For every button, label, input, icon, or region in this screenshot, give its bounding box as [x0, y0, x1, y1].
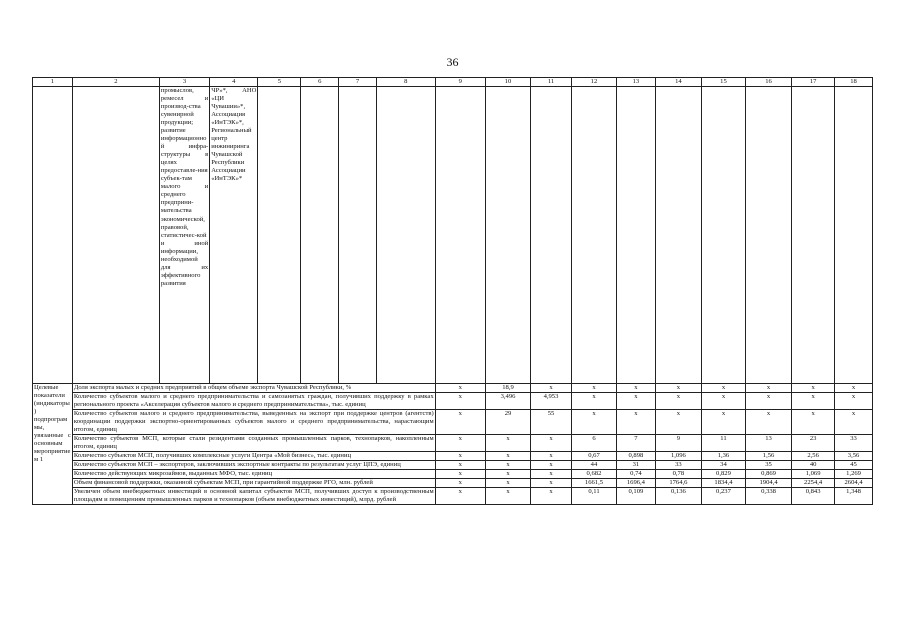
indicator-value: 9	[655, 435, 701, 452]
indicator-row	[33, 384, 873, 393]
indicator-value: 3,496	[485, 393, 530, 410]
indicator-value: x	[701, 384, 745, 393]
indicator-row	[33, 410, 873, 435]
column-header-7: 7	[339, 78, 377, 87]
indicator-row	[33, 479, 873, 488]
indicator-name: Количество субъектов МСП – экспортеров, заключивших экспортные контракты по результатам услуг ЦПЭ, единиц	[72, 461, 435, 470]
indicator-value: x	[792, 393, 835, 410]
page-number: 36	[446, 55, 459, 69]
indicator-value: x	[435, 452, 485, 461]
indicator-value: 1696,4	[617, 479, 656, 488]
indicator-value: x	[835, 393, 873, 410]
column-header-4: 4	[210, 78, 258, 87]
indicator-value: x	[792, 410, 835, 435]
column-header-6: 6	[301, 78, 339, 87]
indicator-value: x	[435, 461, 485, 470]
indicator-value: 4,953	[531, 393, 572, 410]
indicator-row	[33, 393, 873, 410]
indicator-value: x	[531, 452, 572, 461]
indicator-value: x	[655, 410, 701, 435]
indicator-value: 23	[792, 435, 835, 452]
indicator-value: x	[835, 384, 873, 393]
column-header-18: 18	[835, 78, 873, 87]
indicator-value: 1,348	[835, 488, 873, 505]
indicator-value: x	[531, 461, 572, 470]
indicator-name: Количество субъектов МСП, которые стали резидентами созданных промышленных парков, технопарков, накопленным итогом, единиц	[73, 435, 434, 451]
indicator-value: x	[435, 488, 485, 505]
indicator-name: Количество субъектов МСП, получивших комплексные услуги Центра «Мой бизнес», тыс. единиц	[72, 452, 435, 461]
indicator-row	[33, 488, 873, 505]
indicator-value: 2254,4	[792, 479, 835, 488]
indicator-value: x	[571, 384, 616, 393]
indicator-value: x	[435, 410, 485, 435]
column-header-17: 17	[792, 78, 835, 87]
indicator-value: x	[485, 435, 530, 452]
indicator-value: x	[617, 384, 656, 393]
indicator-value: x	[531, 435, 572, 452]
indicator-value: 11	[701, 435, 745, 452]
indicator-value: 0,898	[617, 452, 656, 461]
indicator-value: 0,109	[617, 488, 656, 505]
column-header-13: 13	[617, 78, 656, 87]
indicator-value: 18,9	[485, 384, 530, 393]
indicator-value: x	[617, 410, 656, 435]
indicator-value: 31	[617, 461, 656, 470]
column-header-row	[33, 78, 873, 87]
indicator-value: 55	[531, 410, 572, 435]
indicator-value: x	[571, 393, 616, 410]
indicator-value: x	[485, 470, 530, 479]
indicator-value: 0,682	[571, 470, 616, 479]
indicator-value: x	[531, 470, 572, 479]
column-header-15: 15	[701, 78, 745, 87]
indicator-value: x	[435, 479, 485, 488]
indicator-value: 29	[485, 410, 530, 435]
indicator-value: 44	[571, 461, 616, 470]
indicator-value: x	[435, 435, 485, 452]
indicator-value: x	[485, 461, 530, 470]
column-header-10: 10	[485, 78, 530, 87]
indicator-value: 0,338	[745, 488, 791, 505]
column-header-14: 14	[655, 78, 701, 87]
executors-cell: ЧР»*, АНО «ЦИ Чувашии»*, Ассоциация «ИнТЭК»*, Региональный центр инжиниринга Чувашской Республики Ассоциации «ИнТЭК»*	[210, 87, 258, 384]
indicator-value: x	[485, 479, 530, 488]
target-indicators-label: Целевые показатели (индикаторы) подпрограммы, увязанные с основным мероприятием 1	[33, 384, 73, 505]
indicator-row	[33, 470, 873, 479]
column-header-2: 2	[72, 78, 159, 87]
indicator-value: x	[435, 393, 485, 410]
indicator-value: 0,869	[745, 470, 791, 479]
indicator-row	[33, 452, 873, 461]
indicator-value: x	[531, 384, 572, 393]
indicator-value: 33	[835, 435, 873, 452]
indicator-value: 35	[745, 461, 791, 470]
column-header-16: 16	[745, 78, 791, 87]
indicator-value: 6	[571, 435, 616, 452]
indicator-value: 1661,5	[571, 479, 616, 488]
indicator-value: 0,829	[701, 470, 745, 479]
indicator-value: 0,67	[571, 452, 616, 461]
indicator-name: Объем финансовой поддержки, оказанной субъектам МСП, при гарантийной поддержке РГО, млн. рублей	[72, 479, 435, 488]
indicator-value: x	[745, 393, 791, 410]
indicator-value: 3,56	[835, 452, 873, 461]
indicator-value: 34	[701, 461, 745, 470]
indicator-value: 1834,4	[701, 479, 745, 488]
indicator-name: Количество субъектов малого и среднего предпринимательства и самозанятых граждан, получивших поддержку в рамках регионального проекта «Акселерация субъектов малого и среднего предпринимательства», тыс. единиц	[73, 393, 434, 409]
indicator-value: 0,136	[655, 488, 701, 505]
column-header-3: 3	[159, 78, 209, 87]
indicator-value: 0,11	[571, 488, 616, 505]
indicator-value: x	[792, 384, 835, 393]
indicator-value: 13	[745, 435, 791, 452]
indicator-value: 1,096	[655, 452, 701, 461]
indicator-value: 2,56	[792, 452, 835, 461]
indicator-value: x	[745, 384, 791, 393]
indicator-value: x	[571, 410, 616, 435]
indicator-value: 40	[792, 461, 835, 470]
indicator-value: 0,74	[617, 470, 656, 479]
indicator-value: x	[701, 393, 745, 410]
indicator-name: Доля экспорта малых и средних предприятий в общем объеме экспорта Чувашской Республики, %	[72, 384, 435, 393]
indicator-value: x	[701, 410, 745, 435]
indicator-value: x	[485, 452, 530, 461]
column-header-12: 12	[571, 78, 616, 87]
indicator-value: x	[835, 410, 873, 435]
indicator-value: 0,237	[701, 488, 745, 505]
indicator-value: 33	[655, 461, 701, 470]
indicator-name: Количество субъектов малого и среднего предпринимательства, выведенных на экспорт при поддержке центров (агентств) координации поддержки экспортно-ориентированных субъектов малого и среднего предпринимательства, нарастающим итогом, единиц	[73, 410, 434, 434]
indicator-value: 0,78	[655, 470, 701, 479]
measure-tasks-cell: промыслов, ремесел и производ-ства сувенирной продукции; развитие информационной инфра-структуры в целях предоставле-ния субъек-там малого и среднего предприни-мательства экономической, правовой, статистичес-кой и иной информации, необходимой для их эффективного развития	[159, 87, 209, 384]
indicator-value: 0,843	[792, 488, 835, 505]
indicator-value: x	[485, 488, 530, 505]
indicator-name: Увеличен объем внебюджетных инвестиций в основной капитал субъектов МСП, получивших доступ к производственным площадям и помещениям промышленных парков и технопарков (объем внебюджетных инвестиций), млрд. рублей	[73, 488, 434, 504]
indicator-row	[33, 435, 873, 452]
column-header-8: 8	[376, 78, 435, 87]
indicator-value: 7	[617, 435, 656, 452]
indicator-row	[33, 461, 873, 470]
indicator-value: x	[435, 470, 485, 479]
indicator-value: 1,36	[701, 452, 745, 461]
column-header-9: 9	[435, 78, 485, 87]
indicator-value: x	[435, 384, 485, 393]
column-header-11: 11	[531, 78, 572, 87]
program-table	[32, 77, 873, 505]
indicator-value: x	[745, 410, 791, 435]
indicator-value: x	[531, 479, 572, 488]
indicator-value: x	[655, 393, 701, 410]
indicator-value: 1,069	[792, 470, 835, 479]
indicator-value: 1904,4	[745, 479, 791, 488]
indicator-name: Количество действующих микрозаймов, выданных МФО, тыс. единиц	[72, 470, 435, 479]
indicator-value: 2604,4	[835, 479, 873, 488]
indicator-value: x	[617, 393, 656, 410]
indicator-value: 1764,6	[655, 479, 701, 488]
column-header-1: 1	[33, 78, 73, 87]
indicator-value: 1,56	[745, 452, 791, 461]
indicator-value: 1,269	[835, 470, 873, 479]
indicator-value: 45	[835, 461, 873, 470]
indicator-value: x	[655, 384, 701, 393]
indicator-value: x	[531, 488, 572, 505]
column-header-5: 5	[258, 78, 301, 87]
measure-description-row	[33, 87, 873, 384]
